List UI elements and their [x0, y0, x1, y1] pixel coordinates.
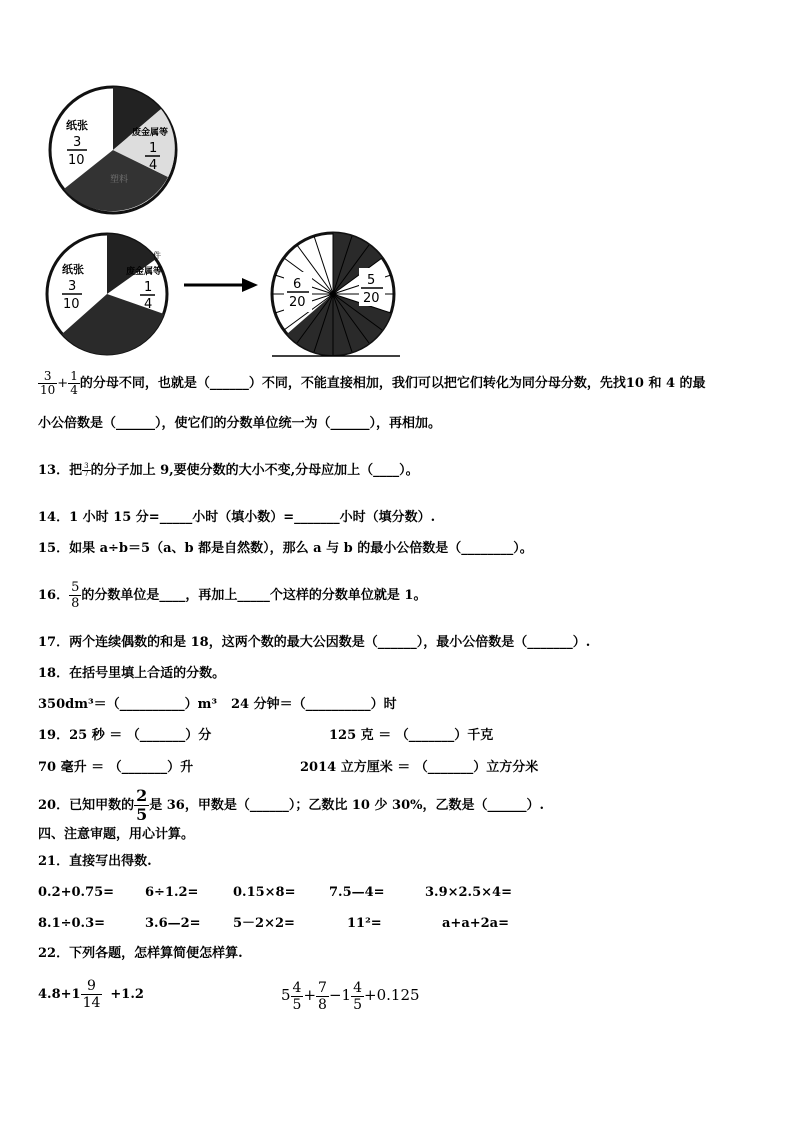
pie3-right-num: 5: [367, 273, 376, 288]
q19-item-4: 2014 立方厘米 ＝ （_______）立方分米: [300, 760, 539, 775]
pie1-metal-den: 4: [149, 158, 158, 173]
q21-r1-c3: 0.15×8=: [233, 885, 296, 900]
q21-r1-c1: 0.2+0.75=: [38, 885, 115, 900]
pie3-right-den: 20: [363, 291, 380, 306]
intro-line-1: $\frac{3}{10}$ + $\frac{1}{4}$ 的分母不同，也就是（______）不同，不能直接相加，我们可以把它们转化为同分母分数，先找10 和 4 的最: [40, 369, 706, 397]
pie-chart-2: [40, 230, 180, 360]
q22-e1-fraction: $\frac{9}{14}$: [82, 978, 101, 1011]
q16-fraction: $\frac{5}{8}$: [71, 580, 80, 611]
pie2-paper-num: 3: [68, 279, 77, 294]
q21-r2-c5: a+a+2a=: [442, 916, 509, 931]
pie1-paper-num: 3: [73, 135, 82, 150]
pie3-left-den: 20: [289, 295, 306, 310]
arrow-icon: [182, 275, 262, 295]
pie2-corner-mark: 件: [153, 251, 161, 260]
pie1-metal-num: 1: [149, 141, 158, 156]
pie2-metal-label: 废金属等: [126, 267, 163, 277]
q13-fraction: $\frac{3}{7}$: [84, 462, 89, 478]
section-4-title: 四、注意审题，用心计算。: [38, 827, 195, 842]
question-20: 20．已知甲数的 $\frac{2}{5}$ 是 36，甲数是（______）；乙数比 10 少 30%，乙数是（______）.: [38, 786, 544, 824]
q19-item-3: 70 毫升 ＝ （_______）升: [38, 760, 194, 775]
question-18: 18．在括号里填上合适的分数。: [38, 666, 226, 681]
q21-r2-c1: 8.1÷0.3=: [38, 916, 106, 931]
pie1-paper-den: 10: [68, 153, 85, 168]
q22-e2-fraction-2: $\frac{7}{8}$: [318, 979, 327, 1013]
pie1-dark-label: 塑料: [110, 175, 129, 185]
pie3-left-num: 6: [293, 277, 302, 292]
question-17: 17．两个连续偶数的和是 18，这两个数的最大公因数是（______），最小公倍数是（_______）.: [38, 635, 591, 650]
q18-item-1: 350dm³＝（__________）m³: [38, 697, 218, 712]
intro-fraction-2: $\frac{1}{4}$: [70, 369, 78, 397]
q19-item-1: 19．25 秒 ＝ （_______）分: [38, 728, 212, 743]
q22-expression-1: 4.8+1 $\frac{9}{14}$ +1.2: [38, 978, 144, 1011]
question-13: 13．把 $\frac{3}{7}$ 的分子加上 9,要使分数的大小不变,分母应加上（____）。: [38, 462, 419, 478]
pie-chart-1: [40, 85, 190, 215]
q22-e2-fraction-1: $\frac{4}{5}$: [292, 979, 302, 1013]
question-15: 15．如果 a÷b＝5（a、b 都是自然数），那么 a 与 b 的最小公倍数是（________）。: [38, 541, 533, 556]
q19-item-2: 125 克 ＝ （_______）千克: [329, 728, 494, 743]
q22-expression-2: 5 $\frac{4}{5}$ + $\frac{7}{8}$ −1 $\frac{4}{5}$ +0.125: [281, 979, 420, 1013]
question-21-title: 21．直接写出得数.: [38, 854, 152, 869]
pie1-metal-label: 废金属等: [132, 128, 169, 138]
intro-fraction-1: $\frac{3}{10}$: [40, 369, 56, 397]
q20-fraction: $\frac{2}{5}$: [136, 786, 148, 824]
pie2-paper-den: 10: [63, 297, 80, 312]
q21-r1-c4: 7.5—4=: [329, 885, 385, 900]
q21-r2-c2: 3.6—2=: [145, 916, 201, 931]
pie2-paper-label: 纸张: [62, 263, 84, 276]
q21-r2-c3: 5－2×2=: [233, 916, 295, 931]
q21-r1-c5: 3.9×2.5×4=: [425, 885, 512, 900]
q18-item-2: 24 分钟＝（__________）时: [231, 697, 397, 712]
intro-line-2: 小公倍数是（______），使它们的分数单位统一为（______），再相加。: [38, 416, 442, 431]
question-14: 14．1 小时 15 分=_____小时（填小数）=_______小时（填分数）.: [38, 510, 436, 525]
pie1-paper-label: 纸张: [66, 119, 88, 132]
question-22-title: 22．下列各题，怎样算简便怎样算.: [38, 946, 243, 961]
q22-e2-fraction-3: $\frac{4}{5}$: [353, 979, 363, 1013]
q21-r2-c4: 11²=: [347, 916, 382, 931]
q21-r1-c2: 6÷1.2=: [145, 885, 199, 900]
pie2-metal-den: 4: [144, 297, 153, 312]
pie2-metal-num: 1: [144, 280, 153, 295]
pie-chart-3: [266, 228, 406, 360]
question-16: 16． $\frac{5}{8}$ 的分数单位是____，再加上_____个这样的分数单位就是 1。: [38, 580, 427, 611]
intro-text-1: 的分母不同，也就是（______）不同，不能直接相加，我们可以把它们转化为同分母分数，先找10 和 4 的最: [79, 376, 706, 391]
